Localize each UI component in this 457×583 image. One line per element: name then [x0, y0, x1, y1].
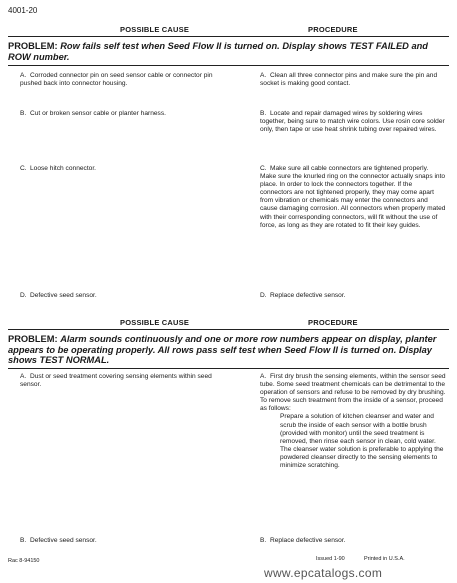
procedure-text: First dry brush the sensing elements, within the sensor seed tube. Some seed treatment chemicals can be detrimental to the operation of sensors and refuse to be removed by dry brushing. To remove such treatment from the inside of a sensor, proceed as follows:: [260, 373, 446, 413]
procedure-item: [260, 110, 446, 134]
page-number: 4001-20: [8, 6, 38, 15]
procedure-letter: A.: [260, 373, 267, 380]
procedure-item: [260, 72, 446, 88]
cause-letter: C.: [20, 165, 27, 172]
procedure-item: [260, 292, 446, 300]
cause-item: [20, 110, 220, 118]
procedure-letter: B.: [260, 537, 267, 544]
cause-item: [20, 292, 220, 300]
cause-item: [20, 72, 220, 88]
possible-cause-heading: POSSIBLE CAUSE: [120, 318, 190, 327]
problem-rule: [8, 65, 449, 66]
cause-text: Cut or broken sensor cable or planter harness.: [30, 110, 166, 117]
footer-code: Rac 8-94150: [8, 558, 40, 564]
procedure-heading: PROCEDURE: [308, 25, 358, 34]
procedure-text: Locate and repair damaged wires by soldering wires together, being sure to match wire colors. Use rosin core solder only, then tape or use heat shrink tubing over repaired wires.: [260, 110, 445, 134]
cause-text: Defective seed sensor.: [30, 292, 97, 299]
cause-letter: D.: [20, 292, 27, 299]
problem-statement: [8, 334, 438, 366]
procedure-text: Clean all three connector pins and make sure the pin and socket is making good contact.: [260, 72, 438, 88]
cause-text: Defective seed sensor.: [30, 537, 97, 544]
cause-letter: B.: [20, 110, 27, 117]
cause-text: Dust or seed treatment covering sensing elements within seed sensor.: [20, 373, 212, 389]
header-rule: [8, 36, 449, 37]
problem-rule: [8, 368, 449, 369]
footer-issued: Issued 1-90: [316, 556, 345, 562]
cause-item: [20, 165, 220, 173]
problem-label: PROBLEM:: [8, 41, 58, 51]
footer-printed: Printed in U.S.A.: [364, 556, 405, 562]
watermark: www.epcatalogs.com: [264, 566, 383, 580]
procedure-letter: D.: [260, 292, 267, 299]
procedure-letter: B.: [260, 110, 267, 117]
procedure-item: [260, 537, 446, 545]
problem-text: Row fails self test when Seed Flow II is turned on. Display shows TEST FAILED and ROW number.: [8, 41, 428, 62]
possible-cause-heading: POSSIBLE CAUSE: [120, 25, 190, 34]
procedure-letter: A.: [260, 72, 267, 79]
procedure-text: Replace defective sensor.: [270, 537, 346, 544]
procedure-text: Replace defective sensor.: [270, 292, 346, 299]
header-rule: [8, 329, 449, 330]
cause-item: [20, 537, 220, 545]
cause-text: Loose hitch connector.: [30, 165, 96, 172]
cause-letter: B.: [20, 537, 27, 544]
problem-label: PROBLEM:: [8, 334, 58, 344]
procedure-letter: C.: [260, 165, 267, 172]
procedure-text: Make sure all cable connectors are tightened properly. Make sure the knurled ring on the connector actually snaps into place. In order to lock the connectors together. If the connectors are not tightened properly, they may come apart from vibration or chemicals may enter the connectors and cause damaging corrosion. All connectors when properly mated with their corresponding connectors, will fit without the use of force, as long as they are rotated to fit their key guides.: [260, 165, 446, 229]
problem-text: Alarm sounds continuously and one or more row numbers appear on display, planter appears to be operating properly. All rows pass self test when Seed Flow II is turned on. Display shows TEST NORMAL.: [8, 334, 437, 365]
cause-letter: A.: [20, 373, 27, 380]
procedure-item: [260, 373, 446, 470]
cause-item: [20, 373, 220, 389]
cause-letter: A.: [20, 72, 27, 79]
procedure-subtext: Prepare a solution of kitchen cleanser and water and scrub the inside of each sensor with a bottle brush (provided with monitor) until the seed treatment is removed, then rinse each sensor in clean, cold water. The cleanser water solution is preferable to applying the powdered cleanser directly to the sensing elements to minimize scratching.: [280, 413, 444, 470]
problem-statement: [8, 41, 438, 62]
cause-text: Corroded connector pin on seed sensor cable or connector pin pushed back into connector housing.: [20, 72, 213, 88]
procedure-item: [260, 165, 446, 230]
procedure-heading: PROCEDURE: [308, 318, 358, 327]
